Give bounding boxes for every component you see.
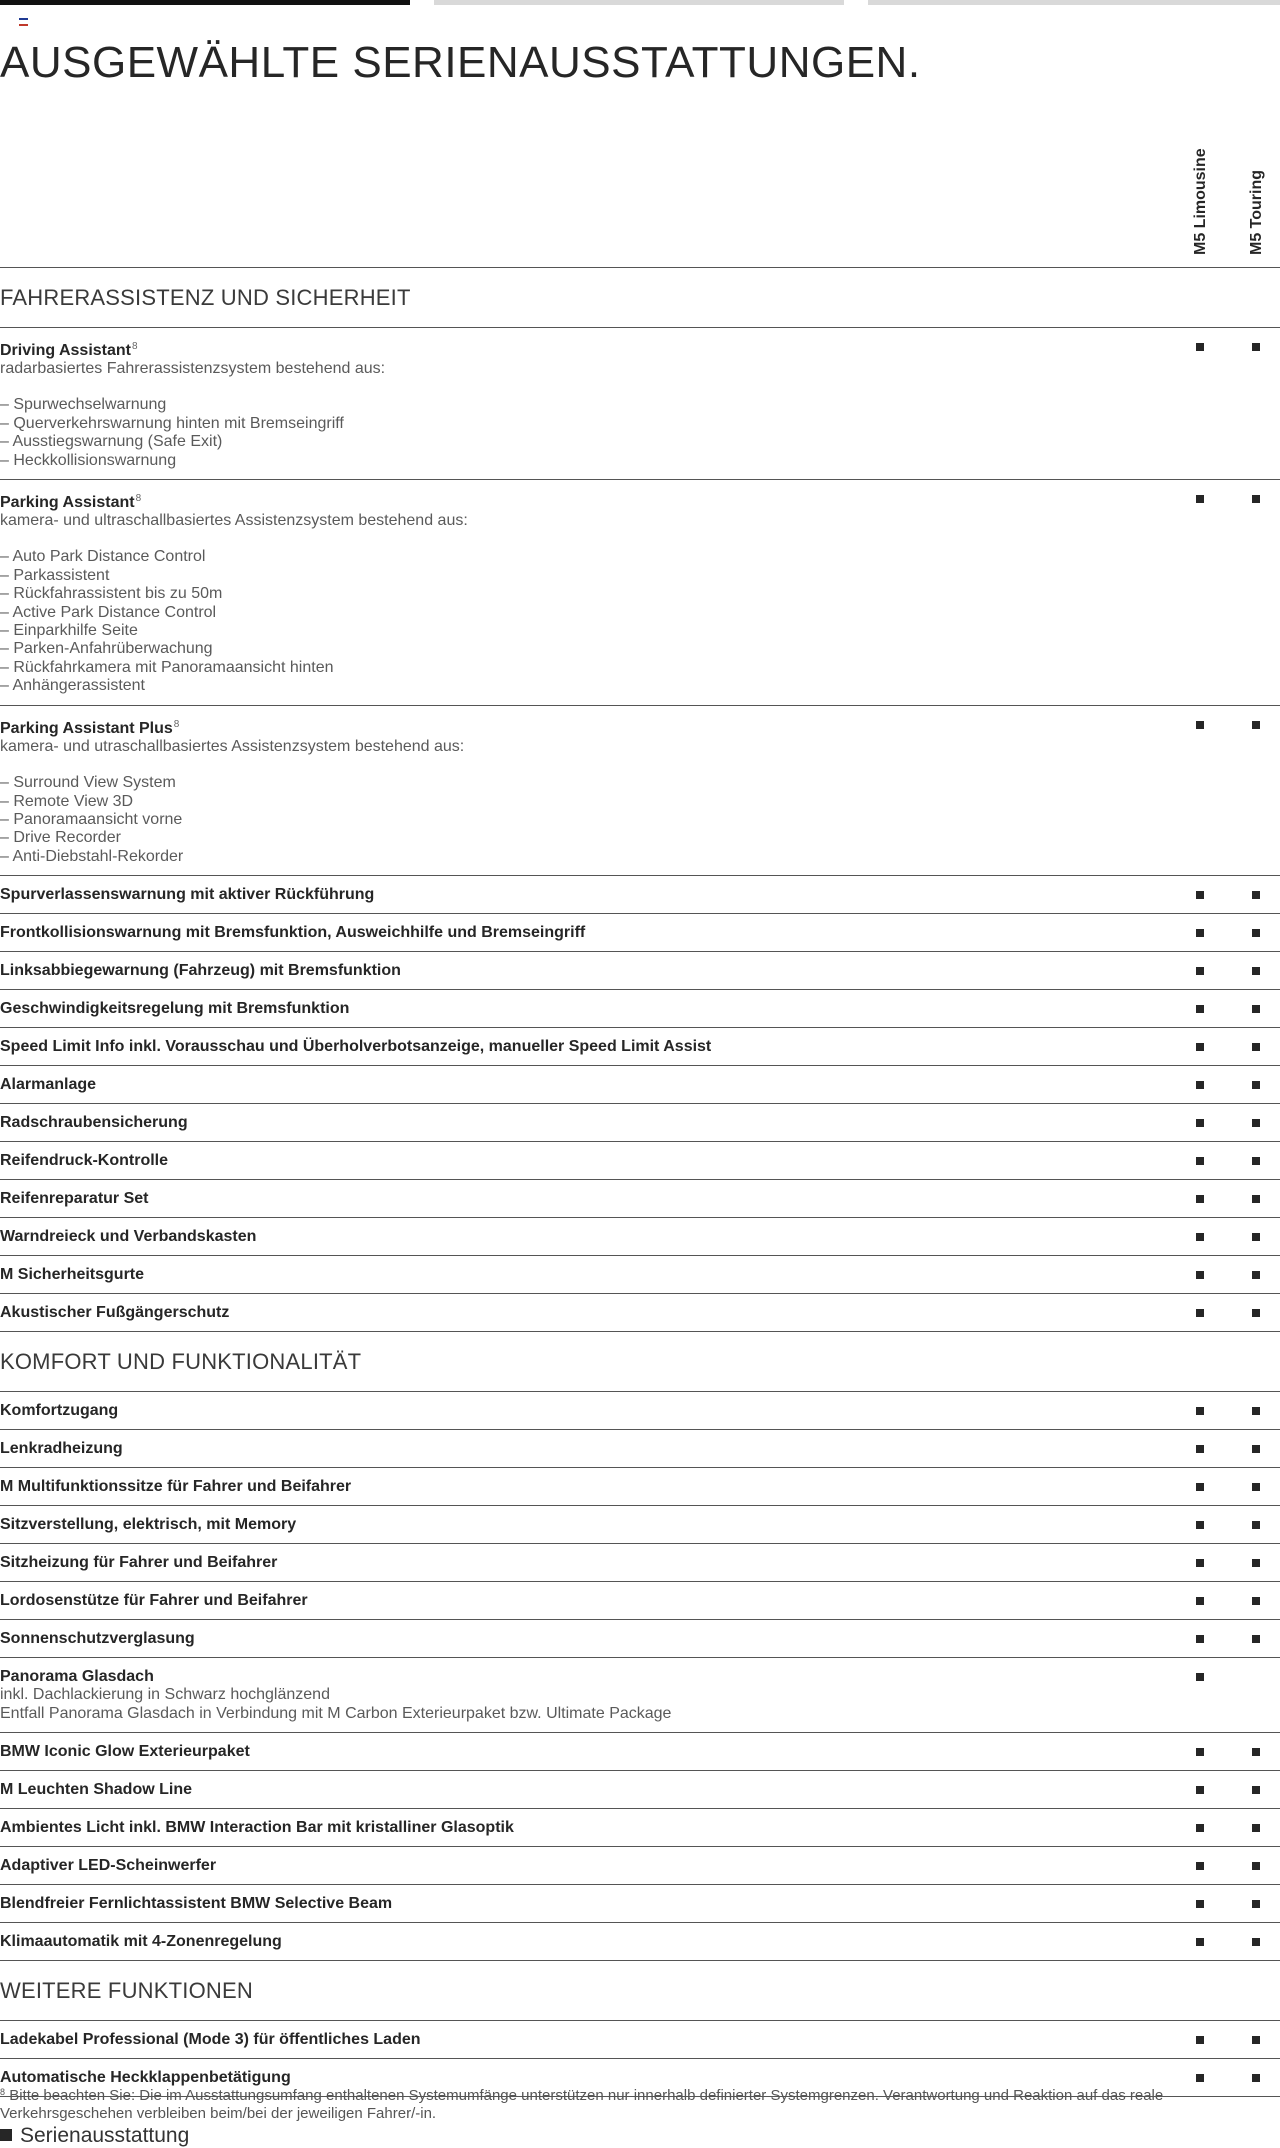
- page-progress-bar: [0, 0, 1280, 5]
- footnote-text: Bitte beachten Sie: Die im Ausstattungsumfang enthaltenen Systemumfänge unterstützen nur innerhalb definierter Systemgrenzen. Verantwortung und Reaktion auf das reale Verkehrsgeschehen verbleiben beim/bei der jeweiligen Fahrer/-in.: [0, 2087, 1164, 2122]
- feature-title: [0, 480, 1280, 512]
- standard-equipment-mark-icon: [1196, 1748, 1204, 1756]
- page-title: AUSGEWÄHLTE SERIENAUSSTATTUNGEN.: [0, 38, 921, 87]
- feature-title: [0, 1847, 1280, 1875]
- standard-equipment-mark-icon: [1196, 1862, 1204, 1870]
- section-title: WEITERE FUNKTIONEN: [0, 1977, 253, 2003]
- standard-equipment-mark-icon: [1196, 1081, 1204, 1089]
- feature-title: [0, 1658, 1280, 1686]
- standard-equipment-mark-icon: [1252, 1635, 1260, 1643]
- standard-equipment-mark-icon: [1196, 1043, 1204, 1051]
- feature-name: Sitzverstellung, elektrisch, mit Memory: [0, 1516, 297, 1534]
- flag-stripe-3: [19, 24, 28, 26]
- feature-title: [0, 1506, 1280, 1534]
- feature-name: Lordosenstütze für Fahrer und Beifahrer: [0, 1592, 308, 1610]
- feature-list: [0, 548, 1280, 695]
- standard-equipment-mark-icon: [1252, 1195, 1260, 1203]
- row-spacer: [0, 1458, 1280, 1467]
- table-row: [0, 1923, 1280, 1961]
- list-item: – Parken-Anfahrüberwachung: [0, 640, 1280, 658]
- list-item: – Spurwechselwarnung: [0, 396, 1280, 414]
- feature-title: [0, 1544, 1280, 1572]
- standard-equipment-mark-icon: [1252, 1559, 1260, 1567]
- row-spacer: [0, 1875, 1280, 1884]
- table-row: [0, 1392, 1280, 1430]
- column-header-limousine: [1192, 145, 1210, 255]
- feature-title: [0, 1218, 1280, 1246]
- standard-equipment-mark-icon: [1252, 1521, 1260, 1529]
- feature-description: kamera- und utraschallbasiertes Assistenzsystem bestehend aus:: [0, 737, 465, 755]
- row-spacer: [0, 470, 1280, 479]
- table-row: [0, 1582, 1280, 1620]
- footnote-ref: 8: [173, 718, 180, 730]
- list-item: – Anti-Diebstahl-Rekorder: [0, 848, 1280, 866]
- feature-name: Automatische Heckklappenbetätigung: [0, 2068, 291, 2086]
- feature-description: inkl. Dachlackierung in Schwarz hochglänzend: [0, 1686, 330, 1704]
- flag-stripe-2: [19, 21, 28, 23]
- section-header: [0, 1961, 1280, 2021]
- table-row: [0, 1430, 1280, 1468]
- row-spacer: [0, 1648, 1280, 1657]
- row-spacer: [0, 1170, 1280, 1179]
- table-row: [0, 990, 1280, 1028]
- feature-name: Speed Limit Info inkl. Vorausschau und Überholverbotsanzeige, manueller Speed Limit Assist: [0, 1038, 712, 1056]
- list-item: – Surround View System: [0, 774, 1280, 792]
- feature-name: Warndreieck und Verbandskasten: [0, 1228, 257, 1246]
- row-spacer: [0, 1018, 1280, 1027]
- standard-equipment-mark-icon: [1196, 343, 1204, 351]
- list-item: – Einparkhilfe Seite: [0, 622, 1280, 640]
- table-row: [0, 1771, 1280, 1809]
- feature-name: Ambientes Licht inkl. BMW Interaction Bar mit kristalliner Glasoptik: [0, 1818, 514, 1836]
- table-row: [0, 706, 1280, 876]
- standard-equipment-mark-icon: [1252, 721, 1260, 729]
- standard-equipment-mark-icon: [1252, 1271, 1260, 1279]
- column-header-label: M5 Touring: [1248, 169, 1265, 255]
- feature-title: [0, 1923, 1280, 1951]
- feature-title: [0, 1885, 1280, 1913]
- table-row: [0, 1294, 1280, 1332]
- table-row: [0, 2021, 1280, 2059]
- table-row: [0, 1180, 1280, 1218]
- feature-name: Reifendruck-Kontrolle: [0, 1152, 169, 1170]
- standard-equipment-mark-icon: [1252, 2036, 1260, 2044]
- standard-equipment-mark-icon: [1196, 1309, 1204, 1317]
- standard-equipment-mark-icon: [1196, 2036, 1204, 2044]
- feature-name: Lenkradheizung: [0, 1440, 123, 1458]
- table-row: [0, 1809, 1280, 1847]
- flag-stripe-1: [19, 18, 28, 20]
- footnote: [0, 2083, 1260, 2123]
- feature-name: Radschraubensicherung: [0, 1114, 188, 1132]
- feature-title: [0, 990, 1280, 1018]
- standard-equipment-mark-icon: [1252, 1786, 1260, 1794]
- table-row: [0, 1142, 1280, 1180]
- standard-equipment-mark-icon: [1252, 1233, 1260, 1241]
- standard-equipment-mark-icon: [1196, 967, 1204, 975]
- equipment-table: [0, 268, 1280, 2097]
- feature-title: [0, 1620, 1280, 1648]
- feature-name: M Multifunktionssitze für Fahrer und Beifahrer: [0, 1478, 352, 1496]
- standard-equipment-mark-icon: [1252, 1445, 1260, 1453]
- standard-equipment-mark-icon: [1196, 1635, 1204, 1643]
- section-header: [0, 1332, 1280, 1392]
- standard-equipment-mark-icon: [1196, 1597, 1204, 1605]
- feature-name: Sitzheizung für Fahrer und Beifahrer: [0, 1554, 278, 1572]
- feature-name: Akustischer Fußgängerschutz: [0, 1304, 230, 1322]
- feature-name: Geschwindigkeitsregelung mit Bremsfunktion: [0, 1000, 350, 1018]
- standard-equipment-mark-icon: [1252, 1119, 1260, 1127]
- table-row: [0, 1218, 1280, 1256]
- table-row: [0, 1028, 1280, 1066]
- column-header-touring: [1248, 145, 1266, 255]
- standard-equipment-mark-icon: [1252, 2074, 1260, 2082]
- list-item: – Parkassistent: [0, 567, 1280, 585]
- feature-title: [0, 706, 1280, 738]
- row-spacer: [0, 1534, 1280, 1543]
- row-spacer: [0, 2049, 1280, 2058]
- table-row: [0, 952, 1280, 990]
- table-row: [0, 876, 1280, 914]
- standard-equipment-mark-icon: [1252, 495, 1260, 503]
- progress-segment-3: [868, 0, 1280, 5]
- feature-name: Blendfreier Fernlichtassistent BMW Selective Beam: [0, 1894, 393, 1912]
- list-item: – Heckkollisionswarnung: [0, 452, 1280, 470]
- row-spacer: [0, 1951, 1280, 1960]
- standard-equipment-mark-icon: [1252, 1862, 1260, 1870]
- standard-equipment-mark-icon: [1196, 1938, 1204, 1946]
- feature-list: [0, 396, 1280, 470]
- standard-equipment-mark-icon: [1252, 1309, 1260, 1317]
- feature-title: [0, 1180, 1280, 1208]
- table-row: [0, 1885, 1280, 1923]
- feature-title: [0, 952, 1280, 980]
- feature-name: Klimaautomatik mit 4-Zonenregelung: [0, 1932, 282, 1950]
- language-flag-icon[interactable]: [19, 18, 28, 25]
- feature-title: [0, 1771, 1280, 1799]
- legend: [0, 2124, 189, 2148]
- row-spacer: [0, 1420, 1280, 1429]
- feature-title: [0, 1142, 1280, 1170]
- feature-title: [0, 1392, 1280, 1420]
- feature-title: [0, 328, 1280, 360]
- section-title: KOMFORT UND FUNKTIONALITÄT: [0, 1349, 362, 1375]
- feature-description: Entfall Panorama Glasdach in Verbindung mit M Carbon Exterieurpaket bzw. Ultimate Package: [0, 1704, 672, 1722]
- feature-description: radarbasiertes Fahrerassistenzsystem bestehend aus:: [0, 360, 386, 377]
- standard-equipment-mark-icon: [1196, 891, 1204, 899]
- column-header-label: M5 Limousine: [1192, 148, 1209, 255]
- standard-equipment-mark-icon: [1196, 1233, 1204, 1241]
- standard-equipment-mark-icon: [1196, 1483, 1204, 1491]
- standard-equipment-mark-icon: [1196, 1445, 1204, 1453]
- standard-equipment-mark-icon: [1252, 1597, 1260, 1605]
- standard-equipment-mark-icon: [1252, 1748, 1260, 1756]
- feature-title: [0, 876, 1280, 904]
- standard-equipment-mark-icon: [1252, 967, 1260, 975]
- feature-name: Komfortzugang: [0, 1402, 119, 1420]
- row-spacer: [0, 1496, 1280, 1505]
- row-spacer: [0, 1761, 1280, 1770]
- feature-name: BMW Iconic Glow Exterieurpaket: [0, 1742, 250, 1760]
- table-row: [0, 1544, 1280, 1582]
- standard-equipment-mark-icon: [1196, 1786, 1204, 1794]
- standard-equipment-mark-icon: [1196, 1119, 1204, 1127]
- row-spacer: [0, 696, 1280, 705]
- standard-equipment-mark-icon: [1252, 1043, 1260, 1051]
- feature-name: M Leuchten Shadow Line: [0, 1780, 193, 1798]
- feature-name: Frontkollisionswarnung mit Bremsfunktion, Ausweichhilfe und Bremseingriff: [0, 924, 586, 942]
- standard-equipment-mark-icon: [1196, 1824, 1204, 1832]
- standard-equipment-mark-icon: [1252, 1005, 1260, 1013]
- standard-equipment-mark-icon: [1252, 929, 1260, 937]
- feature-title: [0, 1468, 1280, 1496]
- list-item: – Remote View 3D: [0, 793, 1280, 811]
- list-item: – Panoramaansicht vorne: [0, 811, 1280, 829]
- list-item: – Ausstiegswarnung (Safe Exit): [0, 433, 1280, 451]
- row-spacer: [0, 904, 1280, 913]
- list-item: – Rückfahrassistent bis zu 50m: [0, 585, 1280, 603]
- feature-name: M Sicherheitsgurte: [0, 1266, 145, 1284]
- table-row: [0, 1468, 1280, 1506]
- table-row: [0, 1256, 1280, 1294]
- row-spacer: [0, 1799, 1280, 1808]
- standard-equipment-mark-icon: [1196, 721, 1204, 729]
- feature-name: Adaptiver LED-Scheinwerfer: [0, 1856, 217, 1874]
- standard-equipment-mark-icon: [1252, 1900, 1260, 1908]
- row-spacer: [0, 1246, 1280, 1255]
- progress-segment-1: [0, 0, 410, 5]
- feature-name: Linksabbiegewarnung (Fahrzeug) mit Bremsfunktion: [0, 962, 401, 980]
- standard-equipment-mark-icon: [1196, 1157, 1204, 1165]
- list-item: – Drive Recorder: [0, 829, 1280, 847]
- list-item: – Querverkehrswarnung hinten mit Bremseingriff: [0, 415, 1280, 433]
- row-spacer: [0, 1610, 1280, 1619]
- row-spacer: [0, 1056, 1280, 1065]
- feature-description: kamera- und ultraschallbasiertes Assistenzsystem bestehend aus:: [0, 512, 468, 530]
- standard-equipment-mark-icon: [1196, 1407, 1204, 1415]
- feature-name: Ladekabel Professional (Mode 3) für öffentliches Laden: [0, 2030, 421, 2048]
- standard-equipment-mark-icon: [1252, 1081, 1260, 1089]
- table-row: [0, 1066, 1280, 1104]
- feature-name: Parking Assistant: [0, 494, 135, 512]
- table-row: [0, 1658, 1280, 1733]
- table-row: [0, 480, 1280, 706]
- feature-title: [0, 914, 1280, 942]
- row-spacer: [0, 1572, 1280, 1581]
- row-spacer: [0, 1723, 1280, 1732]
- feature-title: [0, 1066, 1280, 1094]
- row-spacer: [0, 1284, 1280, 1293]
- feature-name: Panorama Glasdach: [0, 1668, 154, 1686]
- table-row: [0, 1620, 1280, 1658]
- standard-equipment-mark-icon: [1196, 1271, 1204, 1279]
- list-item: – Rückfahrkamera mit Panoramaansicht hinten: [0, 659, 1280, 677]
- feature-title: [0, 1104, 1280, 1132]
- row-spacer: [0, 1913, 1280, 1922]
- list-item: – Auto Park Distance Control: [0, 548, 1280, 566]
- row-spacer: [0, 1837, 1280, 1846]
- row-spacer: [0, 1094, 1280, 1103]
- standard-equipment-mark-icon: [1252, 1483, 1260, 1491]
- standard-equipment-square-icon: [0, 2129, 12, 2141]
- footnote-ref: 8: [135, 493, 142, 505]
- standard-equipment-mark-icon: [1196, 1195, 1204, 1203]
- table-row: [0, 1733, 1280, 1771]
- legend-label: Serienausstattung: [20, 2124, 190, 2147]
- list-item: – Anhängerassistent: [0, 677, 1280, 695]
- standard-equipment-mark-icon: [1196, 929, 1204, 937]
- table-row: [0, 1104, 1280, 1142]
- feature-list: [0, 774, 1280, 866]
- row-spacer: [0, 866, 1280, 875]
- row-spacer: [0, 1208, 1280, 1217]
- feature-name: Sonnenschutzverglasung: [0, 1630, 195, 1648]
- feature-title: [0, 1430, 1280, 1458]
- standard-equipment-mark-icon: [1252, 891, 1260, 899]
- table-row: [0, 914, 1280, 952]
- standard-equipment-mark-icon: [1196, 1521, 1204, 1529]
- standard-equipment-mark-icon: [1196, 495, 1204, 503]
- standard-equipment-mark-icon: [1196, 1559, 1204, 1567]
- standard-equipment-mark-icon: [1252, 1407, 1260, 1415]
- feature-name: Driving Assistant: [0, 342, 131, 359]
- footnote-mark: 8: [0, 2087, 6, 2097]
- feature-title: [0, 1733, 1280, 1761]
- list-item: – Active Park Distance Control: [0, 604, 1280, 622]
- feature-title: [0, 1256, 1280, 1284]
- standard-equipment-mark-icon: [1252, 343, 1260, 351]
- feature-name: Spurverlassenswarnung mit aktiver Rückführung: [0, 886, 375, 904]
- row-spacer: [0, 1322, 1280, 1331]
- section-title: FAHRERASSISTENZ UND SICHERHEIT: [0, 285, 411, 310]
- standard-equipment-mark-icon: [1196, 1673, 1204, 1681]
- feature-title: [0, 1809, 1280, 1837]
- table-row: [0, 1847, 1280, 1885]
- standard-equipment-mark-icon: [1252, 1938, 1260, 1946]
- table-row: [0, 328, 1280, 480]
- feature-name: Alarmanlage: [0, 1076, 97, 1094]
- feature-name: Reifenreparatur Set: [0, 1190, 149, 1208]
- feature-title: [0, 1294, 1280, 1322]
- row-spacer: [0, 1132, 1280, 1141]
- footnote-ref: 8: [132, 341, 138, 352]
- feature-title: [0, 1582, 1280, 1610]
- standard-equipment-mark-icon: [1196, 1005, 1204, 1013]
- standard-equipment-mark-icon: [1196, 1900, 1204, 1908]
- standard-equipment-mark-icon: [1252, 1824, 1260, 1832]
- progress-segment-2: [434, 0, 844, 5]
- section-header: [0, 268, 1280, 328]
- feature-title: [0, 2021, 1280, 2049]
- feature-name: Parking Assistant Plus: [0, 719, 173, 737]
- row-spacer: [0, 942, 1280, 951]
- row-spacer: [0, 980, 1280, 989]
- standard-equipment-mark-icon: [1196, 2074, 1204, 2082]
- table-row: [0, 1506, 1280, 1544]
- standard-equipment-mark-icon: [1252, 1157, 1260, 1165]
- feature-title: [0, 1028, 1280, 1056]
